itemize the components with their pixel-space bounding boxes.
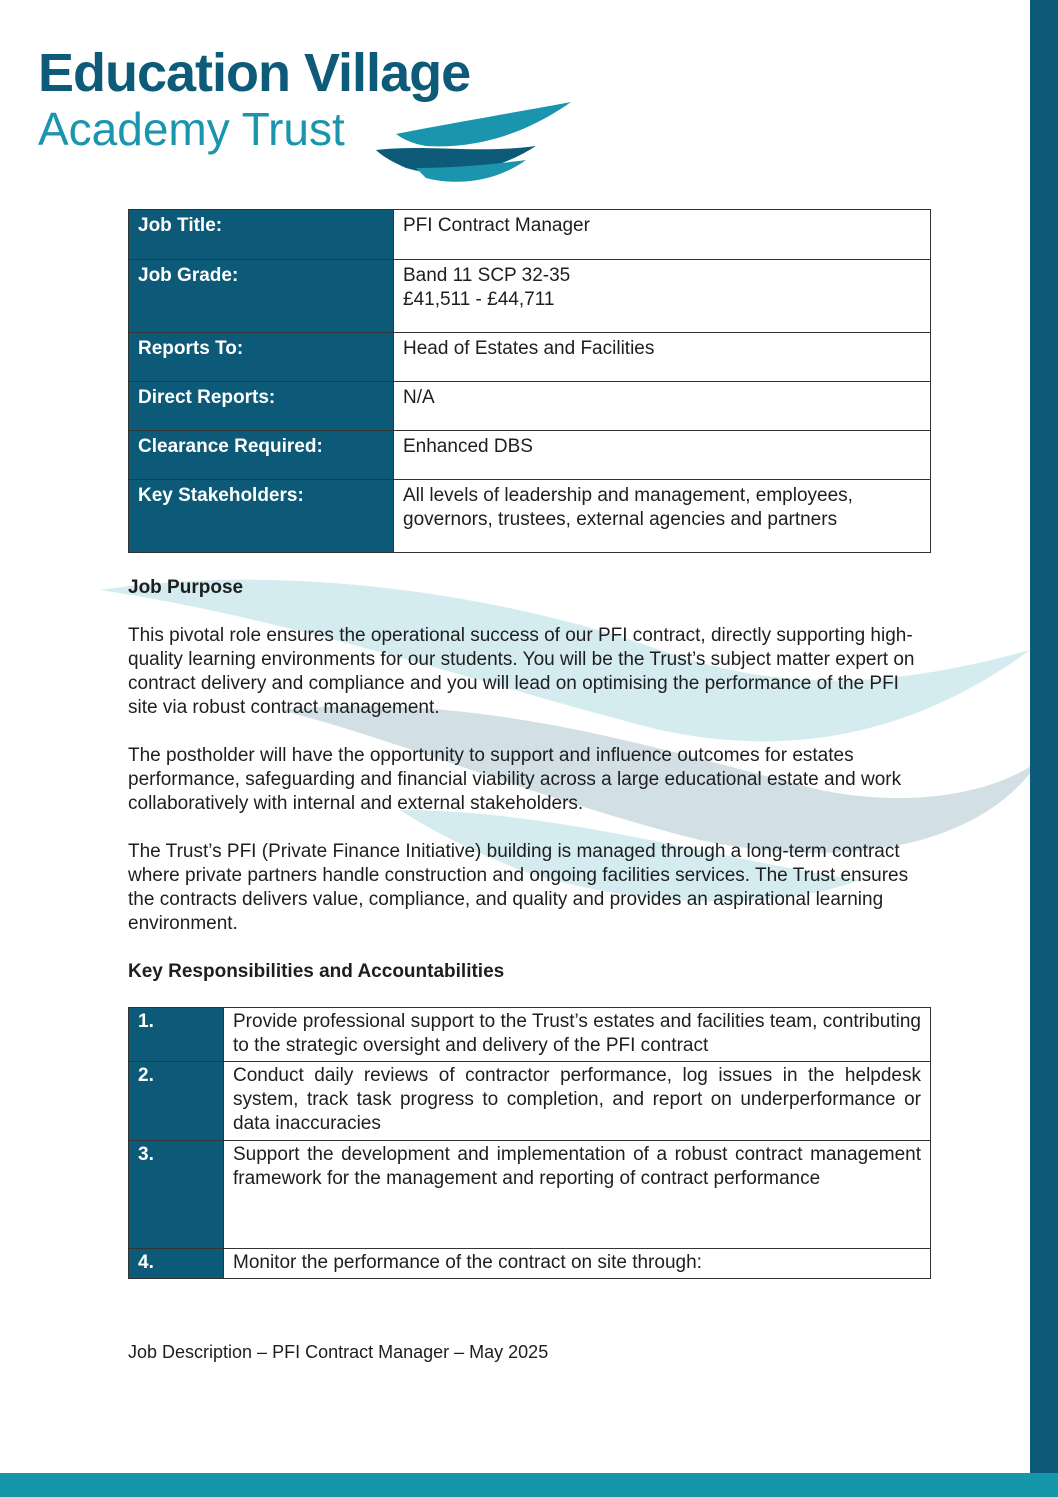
responsibilities-heading: Key Responsibilities and Accountabilities	[128, 961, 505, 982]
page-footer: Job Description – PFI Contract Manager – May 2025	[128, 1342, 549, 1362]
info-label: Clearance Required:	[129, 431, 394, 480]
table-row	[129, 260, 931, 333]
item-text: Monitor the performance of the contract on site through:	[224, 1249, 931, 1279]
item-number: 3.	[129, 1141, 224, 1249]
table-row	[129, 1141, 931, 1249]
table-row	[129, 333, 931, 382]
table-row	[129, 382, 931, 431]
info-value: Head of Estates and Facilities	[394, 333, 931, 382]
info-label: Key Stakeholders:	[129, 480, 394, 553]
job-purpose-heading: Job Purpose	[128, 577, 244, 598]
info-value: Enhanced DBS	[394, 431, 931, 480]
trust-logo	[36, 42, 556, 162]
purpose-paragraph-3: The Trust’s PFI (Private Finance Initiative) building is managed through a long-term contract where private partners handle construction and ongoing facilities services. The Trust ensures the contracts delivers value, compliance, and quality and provides an aspirational learning environment.	[128, 841, 909, 934]
purpose-paragraph-1: This pivotal role ensures the operational success of our PFI contract, directly supporting high-quality learning environments for our students. You will be the Trust’s subject matter expert on contract delivery and compliance and you will lead on optimising the performance of the PFI site via robust contract management.	[128, 625, 915, 718]
table-row	[129, 210, 931, 260]
info-value: N/A	[394, 382, 931, 431]
info-label: Reports To:	[129, 333, 394, 382]
info-label: Job Title:	[129, 210, 394, 260]
bottom-border-bar	[0, 1473, 1058, 1497]
item-number: 1.	[129, 1008, 224, 1062]
logo-line-1: Education Village	[38, 43, 471, 103]
item-text: Support the development and implementation of a robust contract management framework for the management and reporting of contract performance	[224, 1141, 931, 1249]
table-row	[129, 431, 931, 480]
item-number: 4.	[129, 1249, 224, 1279]
right-border-bar	[1030, 0, 1058, 1497]
logo-line-2: Academy Trust	[38, 103, 345, 155]
info-value: Band 11 SCP 32-35 £41,511 - £44,711	[394, 260, 931, 333]
info-value: PFI Contract Manager	[394, 210, 931, 260]
table-row	[129, 480, 931, 553]
responsibilities-table	[128, 1007, 931, 1279]
item-number: 2.	[129, 1062, 224, 1141]
bird-logo-icon	[366, 94, 576, 184]
table-row	[129, 1062, 931, 1141]
item-text: Conduct daily reviews of contractor performance, log issues in the helpdesk system, track task progress to completion, and report on underperformance or data inaccuracies	[224, 1062, 931, 1141]
info-label: Direct Reports:	[129, 382, 394, 431]
info-value: All levels of leadership and management, employees, governors, trustees, external agencies and partners	[394, 480, 931, 553]
job-info-table	[128, 209, 931, 553]
info-label: Job Grade:	[129, 260, 394, 333]
item-text: Provide professional support to the Trust’s estates and facilities team, contributing to the strategic oversight and delivery of the PFI contract	[224, 1008, 931, 1062]
table-row	[129, 1008, 931, 1062]
table-row	[129, 1249, 931, 1279]
purpose-paragraph-2: The postholder will have the opportunity to support and influence outcomes for estates performance, safeguarding and financial viability across a large educational estate and work collaboratively with internal and external stakeholders.	[128, 745, 902, 814]
